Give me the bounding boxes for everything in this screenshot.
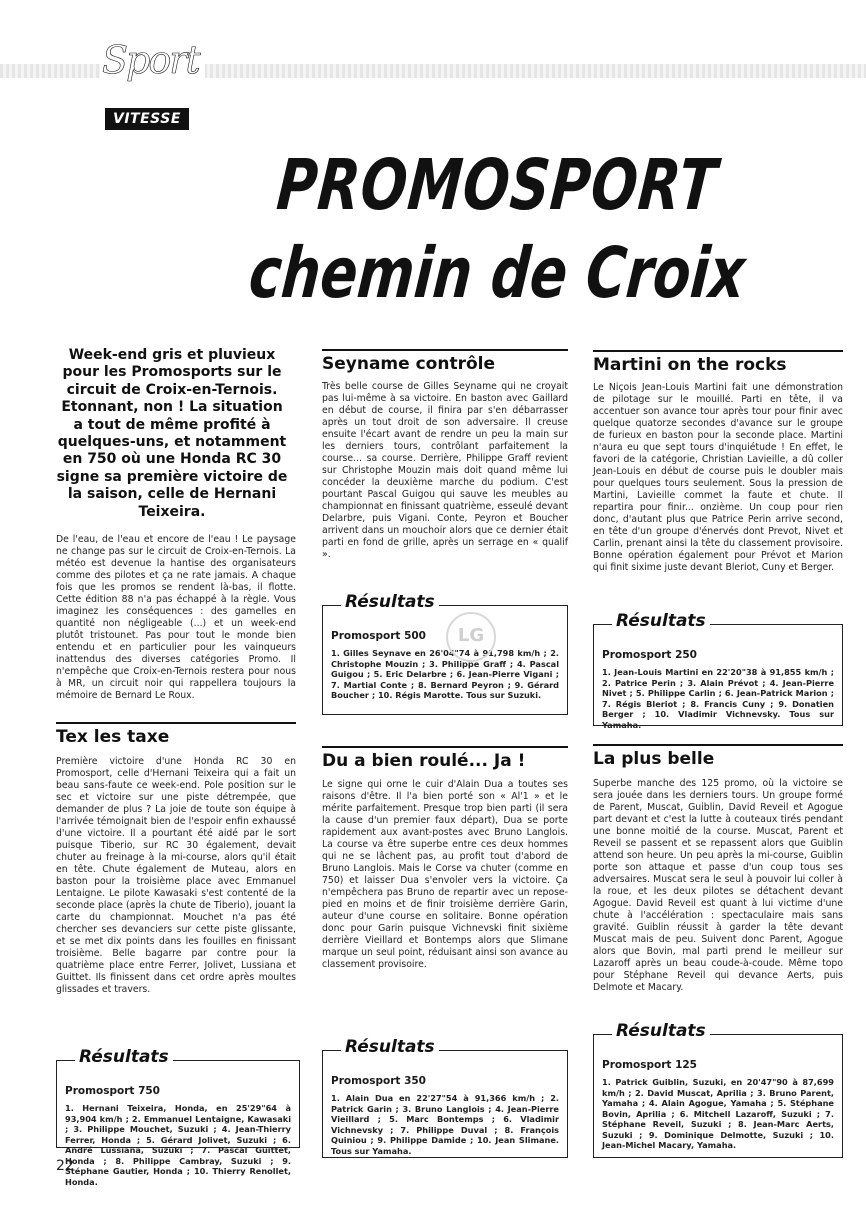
heading-martini: Martini on the rocks: [593, 350, 843, 375]
body-martini: Le Niçois Jean-Louis Martini fait une démonstration de pilotage sur le mouillé. Parti en tête, il va accentuer son avance tour après tour pour finir avec quelque quatorze secondes d'avance sur le groupe de furieux en baston pour la seconde place. Martini n'aura eu que sept tours d'inquiétude ! En effet, le favori de la catégorie, Christian Lavieille, a dû coller Jean-Louis en début de course puis le doubler mais pour quelques tours seulement. Sous la pression de Martini, Lavieille commet la faute et chute. Il repartira pour finir... onzième. Un coup pour rien donc, d'autant plus que Patrice Perin arrive second, en tête d'un groupe d'énervés dont Prevot, Nivet et Carlin, prenant ainsi la tête du classement provisoire. Bonne opération également pour Prévot et Marion qui finit sixime juste devant Bleriot, Cuny et Berger.: [593, 382, 843, 573]
section-word: Sport: [100, 38, 205, 82]
results-title: Promosport 250: [602, 649, 697, 661]
heading-belle: La plus belle: [593, 744, 843, 769]
results-box-250: [593, 611, 843, 730]
intro-paragraph: De l'eau, de l'eau et encore de l'eau ! Le paysage ne change pas sur le circuit de Croix-en-Ternois. La météo est devenue la hantise des organisateurs comme des pilotes et ça ne rate jamais. A chaque fois que les promos se rendent là-bas, il flotte. Cette édition 88 n'a pas échappé à la règle. Vous imaginez les conséquences : des gamelles en quantité non négligeable (...) et un week-end plutôt tristounet. Pas pour tout le monde bien entendu et en particulier pour les vainqueurs inattendus des diverses catégories Promo. Il n'empêche que Croix-en-Ternois restera pour nous à MR, un circuit noir qui rappellera toujours la mémoire de Bernard Le Roux.: [56, 534, 296, 701]
results-text: 1. Hernani Teixeira, Honda, en 25'29"64 à 93,904 km/h ; 2. Emmanuel Lentaigne, Kawasaki ; 3. Philippe Mouchet, Suzuki ; 4. Jean-Thierry Ferrer, Honda ; 5. Gérard Jolivet, Suzuki ; 6. André Lussiana, Suzuki ; 7. Pascal Guittet, Honda ; 8. Philippe Cambray, Suzuki ; 9. Stéphane Gautier, Honda ; 10. Thierry Renollet, Honda.: [65, 1103, 291, 1187]
results-label: Résultats: [612, 611, 710, 631]
results-label: Résultats: [612, 1021, 710, 1041]
heading-tex: Tex les taxe: [56, 722, 296, 747]
results-box-500: [322, 592, 568, 715]
results-label: Résultats: [341, 1037, 439, 1057]
body-dua: Le signe qui orne le cuir d'Alain Dua a toutes ses raisons d'être. Il l'a bien porté son « Al'1 » et le mérite parfaitement. Presque trop bien parti (il sera la cause d'un premier faux départ), Dua se porte rapidement aux avant-postes avec Bruno Langlois. La course va être superbe entre ces deux hommes qui ne se lâchent pas, au profit tout d'abord de Bruno Langlois. Mais le Corse va chuter (comme en 750) et laisser Dua s'envoler vers la victoire. Ça n'empêchera pas Bruno de repartir avec un repose-pied en moins et de finir troisième derrière Garin, auteur d'une course en solitaire. Bonne opération donc pour Garin puisque Vichnevski finit sixième derrière Vieillard et Bontemps alors que Slimane marque un seul point, réduisant ainsi son avance au classement provisoire.: [322, 779, 568, 970]
watermark-logo: LG: [446, 612, 496, 662]
results-text: 1. Gilles Seynave en 26'04"74 à 91,798 km/h ; 2. Christophe Mouzin ; 3. Philippe Graff ; 4. Pascal Guigou ; 5. Eric Delarbre ; 6. Jean-Pierre Vigani ; 7. Martial Conte ; 8. Bernard Peyron ; 9. Gérard Boucher ; 10. Régis Marotte. Tous sur Suzuki.: [331, 648, 559, 700]
heading-dua: Du a bien roulé... Ja !: [322, 746, 568, 771]
body-seyname: Très belle course de Gilles Seyname qui ne croyait pas lui-même à sa victoire. En baston avec Gaillard en début de course, il finira par s'en débarrasser après un tout droit de son adversaire. Il creuse ensuite l'écart avant de rendre un peu la main sur les derniers tours, contrôlant parfaitement la course... sa course. Derrière, Philippe Graff revient sur Christophe Mouzin mais doit quand même lui concéder la deuxième marche du podium. C'est pourtant Pascal Guigou qui sauve les meubles au championnat en finissant quatrième, esseulé devant Delarbre, puis Vigani. Conte, Peyron et Boucher arrivent dans un mouchoir alors que ce dernier était parti en fond de grille, après un serrage en « qualif ».: [322, 381, 568, 560]
results-title: Promosport 125: [602, 1059, 697, 1071]
lead-paragraph: Week-end gris et pluvieux pour les Promosports sur le circuit de Croix-en-Ternois. Etonnant, non ! La situation a tout de même profité à quelques-uns, et notamment en 750 où une Honda RC 30 signe sa première victoire de la saison, celle de Hernani Teixeira.: [56, 347, 288, 520]
body-tex: Première victoire d'une Honda RC 30 en Promosport, celle d'Hernani Teixeira qui a fait un beau sans-faute ce week-end. Pole position sur le sec et victoire sur une piste détrempée, que demander de plus ? La joie de toute son équipe à l'arrivée témoignait bien de l'espoir enfin exhaussé d'une victoire. Il a pourtant été aidé par le sort puisque Tiberio, sur RC 30 également, devait chuter au freinage à la mi-course, alors qu'il était en tête. Chute également de Muteau, alors en baston pour la troisième place avec Emmanuel Lentaigne. Le pilote Kawasaki s'est contenté de la seconde place (après la chute de Tiberio), jouant la carte du championnat. Mouchet n'a pas été chercher ses devanciers sur cette piste glissante, et se met dix points dans les fouilles en finissant troisième. Belle bagarre par contre pour la quatrième place entre Ferrer, Jolivet, Lussiana et Guittet. Ils finissent dans cet ordre après moultes glissades et travers.: [56, 756, 296, 995]
results-title: Promosport 350: [331, 1075, 426, 1087]
page-number: 22: [56, 1158, 74, 1174]
results-text: 1. Jean-Louis Martini en 22'20"38 à 91,855 km/h ; 2. Patrice Perin ; 3. Alain Prévot ; 4. Jean-Pierre Nivet ; 5. Philippe Carlin ; 6. Jean-Patrick Marion ; 7. Régis Bleriot ; 8. Francis Cuny ; 9. Donatien Berger ; 10. Vladimir Vichnevsky. Tous sur Yamaha.: [602, 667, 834, 730]
results-box-350: [322, 1037, 568, 1158]
results-label: Résultats: [341, 592, 439, 612]
title-line-2: chemin de Croix: [246, 232, 749, 314]
results-text: 1. Patrick Guiblin, Suzuki, en 20'47"90 à 87,699 km/h ; 2. David Muscat, Aprilia ; 3. Bruno Parent, Yamaha ; 4. Alain Agogue, Yamaha ; 5. Stéphane Bovin, Aprilia ; 6. Mitchell Lazaroff, Suzuki ; 7. Stéphane Reveil, Suzuki ; 8. Jean-Marc Aerts, Suzuki ; 9. Dominique Delmotte, Suzuki ; 10. Jean-Michel Macary, Yamaha.: [602, 1077, 834, 1150]
results-label: Résultats: [75, 1047, 173, 1067]
results-box-125: [593, 1021, 843, 1158]
category-badge: VITESSE: [105, 108, 189, 130]
body-belle: Superbe manche des 125 promo, où la victoire se sera jouée dans les derniers tours. Un groupe formé de Parent, Muscat, Guiblin, David Reveil et Agogue part devant et c'est la lutte à couteaux tirés pendant une bonne moitié de la course. Muscat, Parent et Reveil se passent et se repassent alors que Guiblin attend son heure. Un peu après la mi-course, Guiblin porte son attaque et passe d'un coup tous ses adversaires. Muscat sera le seul à pouvoir lui coller à la roue, et les deux pilotes se détachent devant Agogue. David Reveil est quant à lui victime d'une chute à l'accélération : spectaculaire mais sans gravité. Guiblin réussit à garder la tête devant Muscat mais de peu. Suivent donc Parent, Agogue alors que Bovin, mal parti prend le meilleur sur Lazaroff après un beau coude-à-coude. Même topo pour Stéphane Reveil qui devance Aerts, puis Delmote et Macary.: [593, 778, 843, 993]
results-title: Promosport 500: [331, 630, 426, 642]
heading-seyname: Seyname contrôle: [322, 349, 568, 374]
results-title: Promosport 750: [65, 1085, 160, 1097]
title-line-1: PROMOSPORT: [273, 144, 721, 226]
results-text: 1. Alain Dua en 22'27"54 à 91,366 km/h ; 2. Patrick Garin ; 3. Bruno Langlois ; 4. Jean-Pierre Vieillard ; 5. Marc Bontemps ; 6. Vladimir Vichnevsky ; 7. Philippe Duval ; 8. François Quiniou ; 9. Philippe Damide ; 10. Jean Slimane. Tous sur Yamaha.: [331, 1093, 559, 1156]
